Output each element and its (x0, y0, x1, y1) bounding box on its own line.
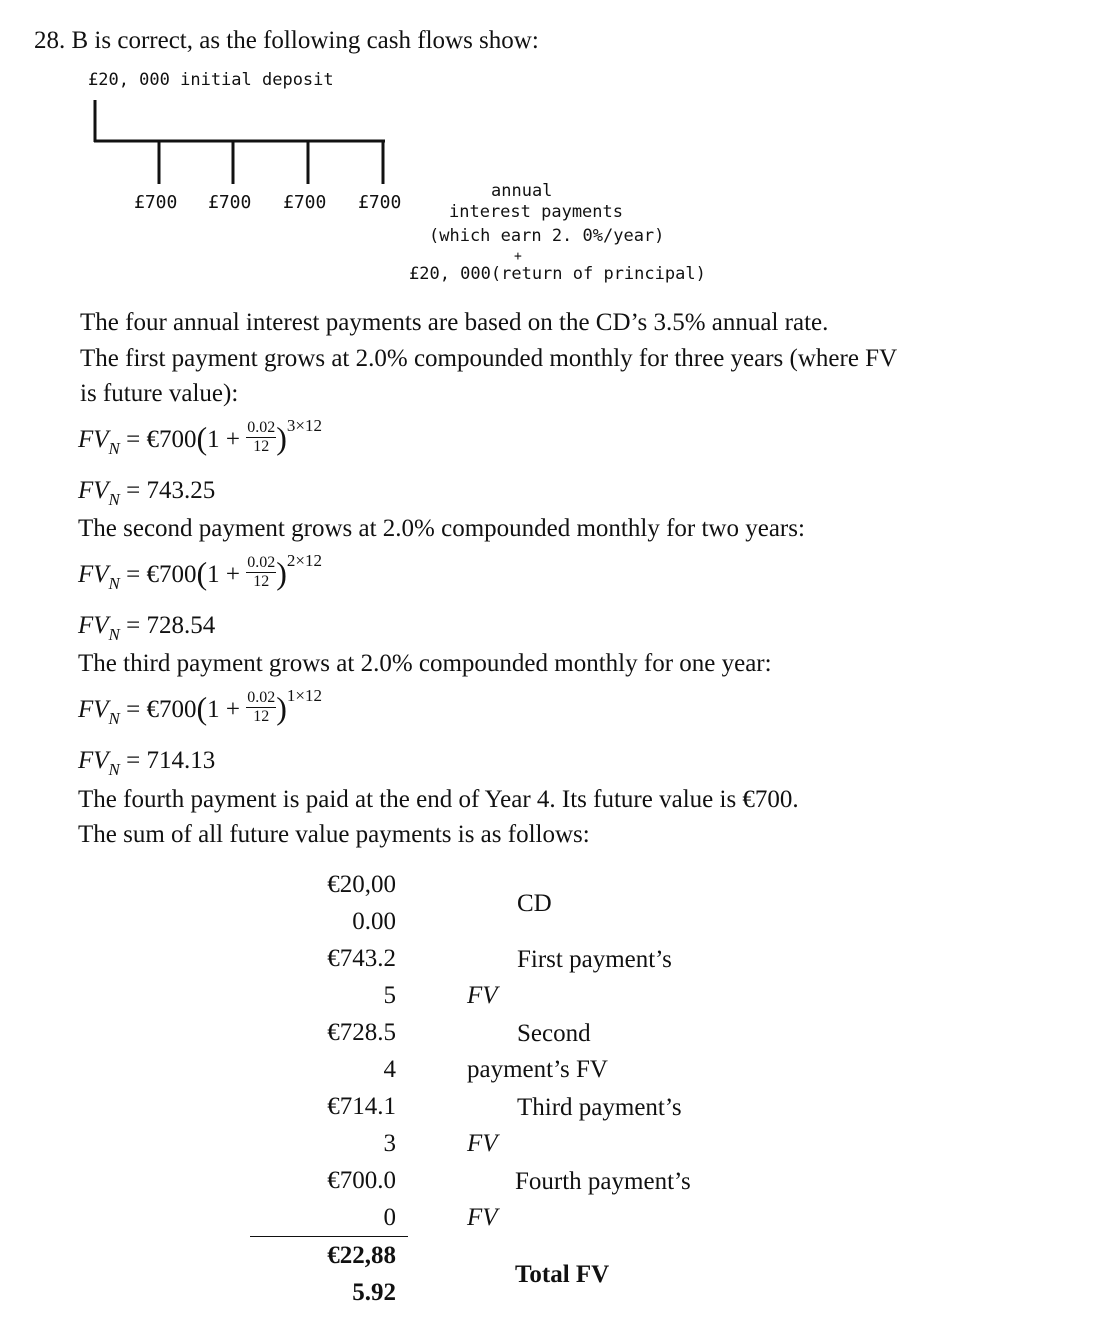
summary-value-4b: 3 (383, 1130, 396, 1157)
result-2: $FV_N = 728.54$ (78, 612, 216, 644)
equation-3: $FV_N$ = €700(1 + $\frac{0.02}{12}$ )$^{1\times 12}$ (78, 686, 323, 728)
result-1: $FV_N = 743.25$ (78, 477, 216, 509)
text-third-payment: The third payment grows at 2.0% compounded monthly for one year: (78, 650, 772, 677)
result-3: $FV_N = 714.13$ (78, 747, 216, 779)
exponent-1: 3×12 (286, 416, 323, 435)
total-value-b: 5.92 (352, 1279, 396, 1306)
summary-value-2a: €743.2 (327, 945, 396, 972)
equation-1: $FV_N$ = €700(1 + $\frac{0.02}{12}$ )$^{3\times 12}$ (78, 416, 323, 458)
question-heading: 28. B is correct, as the following cash flows show: (34, 27, 539, 54)
summary-value-1b: 0.00 (352, 908, 396, 935)
summary-value-1a: €20,00 (327, 871, 396, 898)
text-second-payment: The second payment grows at 2.0% compounded monthly for two years: (78, 515, 805, 542)
total-label: Total FV (515, 1261, 610, 1288)
summary-label-2: First payment’s (517, 946, 672, 973)
initial-deposit-label: £20, 000 initial deposit (88, 70, 334, 90)
para-line-2: The first payment grows at 2.0% compounded monthly for three years (where FV (80, 345, 898, 372)
which-earn-label: (which earn 2. 0%/year) (429, 226, 665, 246)
text-fourth-payment: The fourth payment is paid at the end of Year 4. Its future value is €700. (78, 786, 799, 813)
total-rule (250, 1236, 408, 1237)
interest-payments-label: interest payments (449, 202, 623, 222)
summary-value-5b: 0 (383, 1204, 396, 1231)
summary-value-4a: €714.1 (327, 1093, 396, 1120)
para-line-1: The four annual interest payments are based on the CD’s 3.5% annual rate. (80, 309, 829, 336)
text-sum: The sum of all future value payments is as follows: (78, 821, 590, 848)
payment-label-3: £700 (283, 192, 327, 213)
summary-value-3b: 4 (383, 1056, 396, 1083)
total-value-a: €22,88 (327, 1242, 396, 1269)
payment-label-4: £700 (358, 192, 402, 213)
summary-label-5b: FV (467, 1204, 498, 1231)
summary-value-3a: €728.5 (327, 1019, 396, 1046)
summary-label-4: Third payment’s (517, 1094, 682, 1121)
para-line-3: is future value): (80, 380, 239, 407)
summary-value-2b: 5 (383, 982, 396, 1009)
payment-label-2: £700 (208, 192, 252, 213)
equation-2: $FV_N$ = €700(1 + $\frac{0.02}{12}$ )$^{2\times 12}$ (78, 551, 323, 593)
summary-label-4b: FV (467, 1130, 498, 1157)
annual-label: annual (491, 181, 553, 201)
return-principal-label: £20, 000(return of principal) (409, 264, 706, 284)
summary-label-3b: payment’s FV (467, 1056, 608, 1083)
plus-sign: + (514, 249, 522, 264)
cash-flow-timeline (0, 0, 1094, 300)
summary-label-5: Fourth payment’s (515, 1168, 691, 1195)
summary-label-2b: FV (467, 982, 498, 1009)
payment-label-1: £700 (134, 192, 178, 213)
summary-value-5a: €700.0 (327, 1167, 396, 1194)
exponent-2: 2×12 (286, 551, 323, 570)
summary-label-1: CD (517, 890, 552, 917)
exponent-3: 1×12 (286, 686, 323, 705)
summary-label-3: Second (517, 1020, 591, 1047)
